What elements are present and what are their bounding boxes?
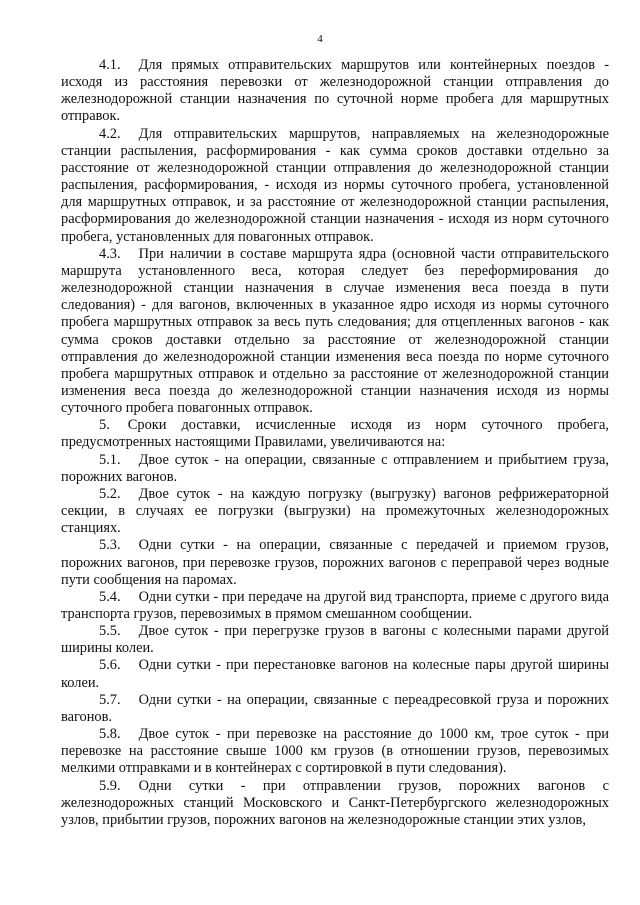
paragraph-text: Одни сутки - при перестановке вагонов на колесные пары другой ширины колеи. — [61, 657, 609, 691]
paragraph-4-3 — [61, 246, 609, 418]
paragraph-text: При наличии в составе маршрута ядра (основной части отправительского маршрута установленного веса, которая следует без переформирования до железнодорожной станции назначения в случае изменения веса поезда в пути следования) - для вагонов, включенных в указанное ядро исходя из нормы суточного пробега маршрутных отправок за весь путь следования; для отцепленных вагонов - как сумма сроков доставки отдельно за расстояние от железнодорожной станции отправления до железнодорожной станции изменения веса поезда по норме суточного пробега маршрутных отправок и отдельно за расстояние от железнодорожной станции изменения веса поезда до железнодорожной станции назначения исходя из нормы суточного пробега повагонных отправок. — [61, 245, 609, 417]
paragraph-number: 4.3. — [99, 245, 121, 262]
paragraph-text: Одни сутки - на операции, связанные с передачей и приемом грузов, порожних вагонов, при перевозке грузов, порожних вагонов с переправой через водные пути сообщения на паромах. — [61, 537, 609, 588]
paragraph-5-4 — [61, 589, 609, 623]
paragraph-text: Двое суток - при перевозке на расстояние до 1000 км, трое суток - при перевозке на расстояние свыше 1000 км грузов (в отношении грузов, перевозимых мелкими отправками и в контейнерах с сортировкой в пути следования). — [61, 726, 609, 777]
paragraph-text: Одни сутки - при отправлении грузов, порожних вагонов с железнодорожных станций Московского и Санкт-Петербургского железнодорожных узлов, прибытии грузов, порожних вагонов на железнодорожные станции этих узлов, — [61, 777, 609, 828]
paragraph-4-2 — [61, 126, 609, 246]
paragraph-5-1 — [61, 452, 609, 486]
paragraph-number: 4.1. — [99, 57, 121, 73]
paragraph-5-6 — [61, 657, 609, 691]
paragraph-number: 5. — [99, 417, 110, 434]
paragraph-text: Одни сутки - на операции, связанные с переадресовкой груза и порожних вагонов. — [61, 691, 609, 725]
paragraph-number: 5.6. — [99, 657, 121, 674]
paragraph-5-2 — [61, 486, 609, 537]
paragraph-5-8 — [61, 726, 609, 777]
paragraph-text: Двое суток - на операции, связанные с отправлением и прибытием груза, порожних вагонов. — [61, 451, 609, 485]
paragraph-number: 5.8. — [99, 726, 121, 743]
paragraph-number: 5.1. — [99, 451, 121, 468]
paragraph-5-5 — [61, 623, 609, 657]
paragraph-5-3 — [61, 537, 609, 588]
page-number: 4 — [317, 33, 323, 45]
paragraph-5 — [61, 417, 609, 451]
paragraph-text: Двое суток - при перегрузке грузов в вагоны с колесными парами другой ширины колеи. — [61, 623, 609, 657]
paragraph-5-9 — [61, 778, 609, 829]
paragraph-number: 5.9. — [99, 777, 121, 794]
paragraph-number: 5.4. — [99, 588, 121, 605]
paragraph-4-1 — [61, 57, 609, 126]
paragraph-number: 5.5. — [99, 623, 121, 640]
paragraph-text: Сроки доставки, исчисленные исходя из норм суточного пробега, предусмотренных настоящими Правилами, увеличиваются на: — [61, 417, 609, 451]
paragraph-number: 5.2. — [99, 485, 121, 502]
paragraph-number: 5.3. — [99, 537, 121, 554]
paragraph-number: 5.7. — [99, 691, 121, 708]
document-body — [61, 57, 609, 829]
paragraph-text: Одни сутки - при передаче на другой вид транспорта, приеме с другого вида транспорта грузов, перевозимых в прямом смешанном сообщении. — [61, 588, 609, 622]
paragraph-text: Для отправительских маршрутов, направляемых на железнодорожные станции распыления, расформирования - как сумма сроков доставки отдельно за расстояние от железнодорожной станции отправления до железнодорожной станции распыления, расформирования, - исходя из нормы суточного пробега, установленной для маршрутных отправок, и за расстояние от железнодорожной станции распыления, расформирования до железнодорожной станции назначения - исходя из норм суточного пробега, установленных для повагонных отправок. — [61, 125, 609, 245]
paragraph-text: Для прямых отправительских маршрутов или контейнерных поездов - исходя из расстояния перевозки от железнодорожной станции отправления до железнодорожной станции назначения по суточной норме пробега для маршрутных отправок. — [61, 57, 609, 125]
paragraph-number: 4.2. — [99, 125, 121, 142]
paragraph-5-7 — [61, 692, 609, 726]
paragraph-text: Двое суток - на каждую погрузку (выгрузку) вагонов рефрижераторной секции, в случаях ее погрузки (выгрузки) на промежуточных железнодорожных станциях. — [61, 485, 609, 537]
